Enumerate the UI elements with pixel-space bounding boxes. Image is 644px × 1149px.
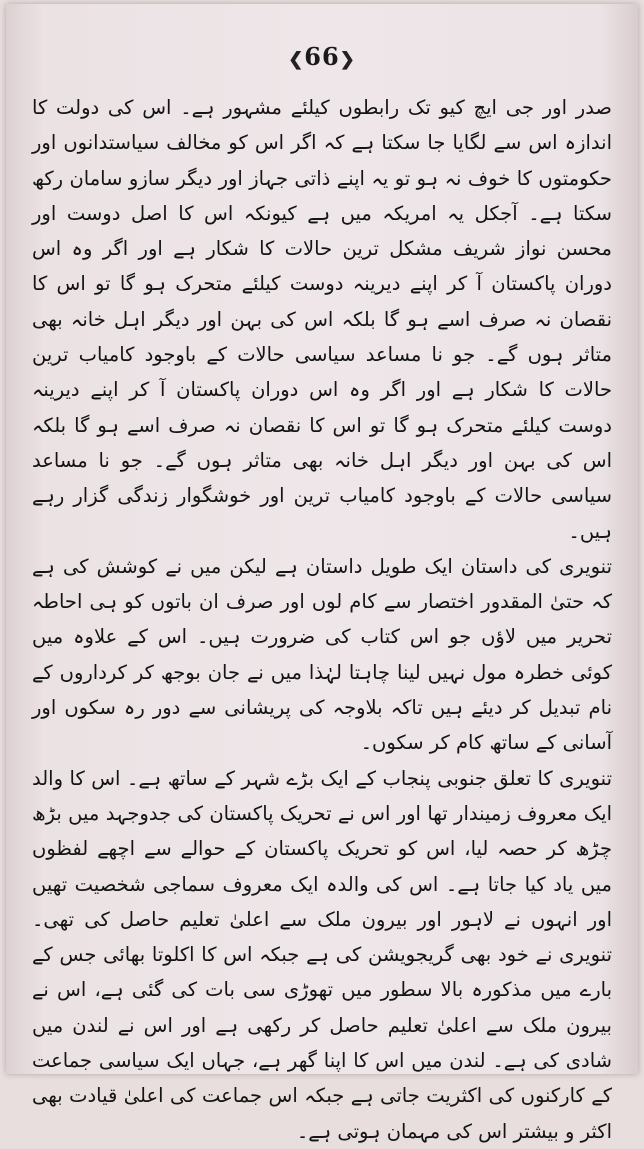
right-ornament-icon: ❯: [339, 49, 356, 70]
paragraph-1: صدر اور جی ایچ کیو تک رابطوں کیلئے مشہور ہے۔ اس کی دولت کا اندازہ اس سے لگایا جا سکتا ہے کہ اگر اس کو مخالف سیاستدانوں اور حکومتوں کا خوف نہ ہو تو یہ اپنے ذاتی جہاز اور دیگر سازو سامان رکھ سکتا ہے۔ آجکل یہ امریکہ میں ہے کیونکہ اس کا اصل دوست اور محسن نواز شریف مشکل ترین حالات کا شکار ہے اور اگر وہ اس دوران پاکستان آ کر اپنے دیرینہ دوست کیلئے متحرک ہو گا تو اس کا نقصان نہ صرف اسے ہو گا بلکہ اس کی بہن اور دیگر اہل خانہ بھی متاثر ہوں گے۔ جو نا مساعد سیاسی حالات کے باوجود کامیاب ترین حالات کا شکار ہے اور اگر وہ اس دوران پاکستان آ کر اپنے دیرینہ دوست کیلئے متحرک ہو گا تو اس کا نقصان نہ صرف اسے ہو گا بلکہ اس کی بہن اور دیگر اہل خانہ بھی متاثر ہوں گے۔ جو نا مساعد سیاسی حالات کے باوجود کامیاب ترین اور خوشگوار زندگی گزار رہے ہیں۔: [32, 96, 612, 543]
page-number: 66: [304, 42, 340, 71]
left-ornament-icon: ❮: [288, 49, 305, 70]
book-page: [6, 4, 638, 1143]
page-body: [32, 90, 612, 1149]
paragraph-3: تنویری کا تعلق جنوبی پنجاب کے ایک بڑے شہر کے ساتھ ہے۔ اس کا والد ایک معروف زمیندار تھا اور اس نے تحریک پاکستان کی جدوجہد میں بڑھ چڑھ کر حصہ لیا، اس کو تحریک پاکستان کے حوالے سے اچھے لفظوں میں یاد کیا جاتا ہے۔ اس کی والدہ ایک معروف سماجی شخصیت تھیں اور انہوں نے لاہور اور بیرون ملک سے اعلیٰ تعلیم حاصل کی تھی۔ تنویری نے خود بھی گریجویشن کی ہے جبکہ اس کا اکلوتا بھائی جس کے بارے میں مذکورہ بالا سطور میں تھوڑی سی بات کی گئی ہے، اس نے بیرون ملک سے اعلیٰ تعلیم حاصل کر رکھی ہے اور اس نے لندن میں شادی کی ہے۔ لندن میں اس کا اپنا گھر ہے، جہاں ایک سیاسی جماعت کے کارکنوں کی اکثریت جاتی ہے جبکہ اس جماعت کی اعلیٰ قیادت بھی اکثر و بیشتر اس کی مہمان ہوتی ہے۔: [32, 766, 612, 1143]
page-number-header: [6, 42, 638, 71]
paragraph-2: تنویری کی داستان ایک طویل داستان ہے لیکن میں نے کوشش کی ہے کہ حتیٰ المقدور اختصار سے کام لوں اور صرف ان باتوں کو ہی احاطہ تحریر میں لاؤں جو اس کتاب کی ضرورت ہیں۔ اس کے علاوہ میں کوئی خطرہ مول نہیں لینا چاہتا لہٰذا میں نے جان بوجھ کر کرداروں کے نام تبدیل کر دیئے ہیں تاکہ بلاوجہ کی پریشانی سے دور رہ سکوں اور آسانی کے ساتھ کام کر سکوں۔: [32, 554, 612, 755]
